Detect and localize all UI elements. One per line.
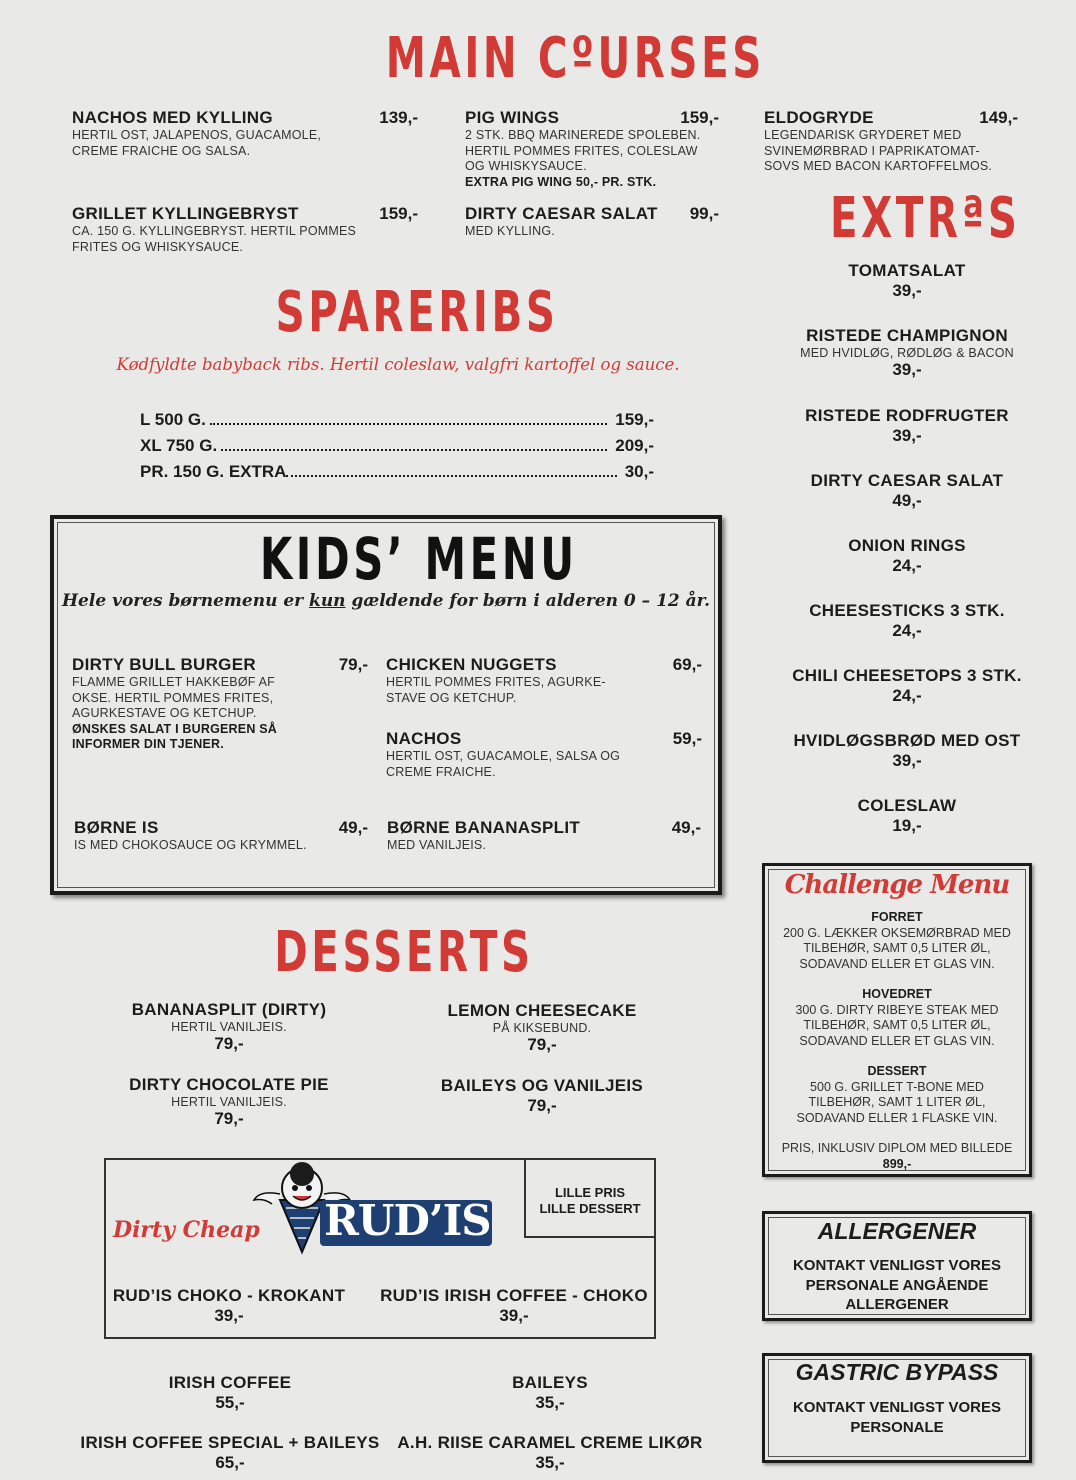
leader-dots bbox=[210, 423, 607, 425]
item-price: 59,- bbox=[672, 729, 702, 748]
menu-item-eldogryde bbox=[764, 108, 1018, 175]
rudis-small-line: LILLE DESSERT bbox=[539, 1201, 641, 1216]
spareribs-price-list bbox=[140, 410, 654, 482]
extras-name: ONION RINGS bbox=[848, 536, 966, 555]
rudis-logo bbox=[250, 1160, 495, 1256]
challenge-menu-title: Challenge Menu bbox=[784, 870, 1010, 900]
ribs-price: 209,- bbox=[615, 436, 654, 455]
extras-name: RISTEDE RODFRUGTER bbox=[805, 406, 1009, 425]
dessert-name: BAILEYS OG VANILJEIS bbox=[440, 1076, 644, 1095]
item-name: CHICKEN NUGGETS bbox=[386, 655, 557, 674]
ribs-price: 159,- bbox=[615, 410, 654, 429]
item-price: 99,- bbox=[689, 204, 719, 223]
dessert-bananasplit bbox=[100, 1000, 358, 1054]
challenge-line: TILBEHØR, SAMT 0,5 LITER ØL, bbox=[803, 941, 991, 955]
drink-baileys bbox=[430, 1373, 670, 1413]
item-name: DIRTY BULL BURGER bbox=[72, 655, 256, 674]
item-name: GRILLET KYLLINGEBRYST bbox=[72, 204, 299, 223]
extras-price: 39,- bbox=[892, 281, 922, 300]
extras-price: 39,- bbox=[892, 751, 922, 770]
leader-dots bbox=[221, 449, 607, 451]
rudis-item-price: 39,- bbox=[214, 1306, 244, 1325]
kids-menu-subtitle bbox=[60, 591, 712, 611]
challenge-line: SODAVAND ELLER ET GLAS VIN. bbox=[799, 956, 995, 971]
extras-price: 24,- bbox=[892, 686, 922, 705]
dessert-price: 79,- bbox=[214, 1034, 244, 1053]
item-desc: MED VANILJEIS. bbox=[387, 838, 487, 852]
extras-name: CHEESESTICKS 3 STK. bbox=[809, 601, 1005, 620]
challenge-line: SODAVAND ELLER ET GLAS VIN. bbox=[799, 1033, 995, 1048]
ribs-price: 30,- bbox=[624, 462, 654, 481]
dessert-name: LEMON CHEESECAKE bbox=[447, 1001, 637, 1020]
drink-name: A.H. RIISE CARAMEL CREME LIKØR bbox=[397, 1433, 703, 1452]
drink-name: BAILEYS bbox=[512, 1373, 588, 1392]
extras-name: CHILI CHEESETOPS 3 STK. bbox=[792, 666, 1022, 685]
extras-name: HVIDLØGSBRØD MED OST bbox=[793, 731, 1021, 750]
gastric-bypass-title: GASTRIC BYPASS bbox=[795, 1359, 999, 1385]
extras-item bbox=[766, 471, 1048, 511]
dessert-price: 79,- bbox=[527, 1035, 557, 1054]
gastric-line: PERSONALE bbox=[850, 1418, 944, 1436]
kids-item-borne-bananasplit bbox=[387, 818, 701, 854]
rudis-small-box bbox=[524, 1158, 656, 1238]
challenge-line: 500 G. GRILLET T-BONE MED bbox=[810, 1079, 984, 1094]
item-name: BØRNE BANANASPLIT bbox=[387, 818, 581, 837]
item-desc: LEGENDARISK GRYDERET MED SVINEMØRBRAD I PAPRIKATOMAT-SOVS MED BACON KARTOFFELMOS. bbox=[764, 128, 993, 173]
item-desc: HERTIL OST, JALAPENOS, GUACAMOLE, CREME FRAICHE OG SALSA. bbox=[72, 128, 322, 158]
drink-price: 35,- bbox=[535, 1393, 565, 1412]
gastric-line: KONTAKT VENLIGST VORES bbox=[792, 1399, 1002, 1416]
gastric-bypass-body bbox=[768, 1398, 1026, 1437]
extras-item bbox=[766, 261, 1048, 301]
menu-item-pig-wings bbox=[465, 108, 719, 190]
ribs-label: L 500 G. bbox=[140, 410, 206, 429]
rudis-logo-text: RUD’IS bbox=[324, 1196, 491, 1245]
kids-item-dirty-bull-burger bbox=[72, 655, 368, 753]
menu-item-grillet-kyllingebryst bbox=[72, 204, 418, 255]
challenge-line: TILBEHØR, SAMT 1 LITER ØL, bbox=[808, 1095, 986, 1109]
main-courses-heading: MAIN CºURSES bbox=[385, 26, 765, 91]
challenge-section bbox=[768, 1064, 1026, 1126]
challenge-price: 899,- bbox=[882, 1156, 912, 1171]
kids-item-borne-is bbox=[74, 818, 368, 854]
kids-subtitle-underline: kun bbox=[309, 591, 346, 611]
challenge-footer: PRIS, INKLUSIV DIPLOM MED BILLEDE bbox=[781, 1141, 1013, 1155]
ribs-label: PR. 150 G. EXTRA bbox=[140, 462, 287, 481]
item-desc: HERTIL OST, GUACAMOLE, SALSA OG CREME FRAICHE. bbox=[386, 749, 621, 779]
extras-item bbox=[766, 326, 1048, 380]
kids-subtitle-pre: Hele vores børnemenu er bbox=[62, 591, 310, 611]
item-note: ØNSKES SALAT I BURGEREN SÅ INFORMER DIN TJENER. bbox=[72, 721, 277, 751]
extras-heading: EXTRªS bbox=[829, 186, 1021, 251]
rudis-item-name: RUD’IS CHOKO - KROKANT bbox=[112, 1286, 346, 1305]
item-desc: CA. 150 G. KYLLINGEBRYST. HERTIL POMMES FRITES OG WHISKYSAUCE. bbox=[72, 224, 357, 254]
extras-desc: MED HVIDLØG, RØDLØG & BACON bbox=[800, 346, 1014, 360]
dessert-price: 79,- bbox=[214, 1109, 244, 1128]
challenge-section bbox=[768, 910, 1026, 972]
extras-item bbox=[766, 731, 1048, 771]
ribs-row bbox=[140, 410, 654, 430]
drink-irish-coffee bbox=[110, 1373, 350, 1413]
allergens-line: PERSONALE ANGÅENDE bbox=[805, 1276, 989, 1294]
challenge-line: 200 G. LÆKKER OKSEMØRBRAD MED bbox=[783, 925, 1011, 940]
rudis-tagline: Dirty Cheap bbox=[113, 1217, 260, 1243]
extras-item bbox=[766, 406, 1048, 446]
item-desc: 2 STK. BBQ MARINEREDE SPOLEBEN. HERTIL POMMES FRITES, COLESLAW OG WHISKYSAUCE. bbox=[465, 128, 701, 173]
item-price: 49,- bbox=[338, 818, 368, 837]
challenge-line: SODAVAND ELLER 1 FLASKE VIN. bbox=[796, 1110, 998, 1125]
item-price: 49,- bbox=[671, 818, 701, 837]
extras-item bbox=[766, 666, 1048, 706]
rudis-item-name: RUD’IS IRISH COFFEE - CHOKO bbox=[380, 1286, 648, 1305]
extras-name: TOMATSALAT bbox=[848, 261, 966, 280]
ribs-label: XL 750 G. bbox=[140, 436, 218, 455]
challenge-section-head: FORRET bbox=[871, 910, 923, 924]
extras-price: 39,- bbox=[892, 426, 922, 445]
item-name: NACHOS bbox=[386, 729, 462, 748]
item-price: 159,- bbox=[680, 108, 719, 127]
extras-name: COLESLAW bbox=[857, 796, 957, 815]
desserts-heading: DESSERTS bbox=[274, 920, 534, 985]
ribs-row bbox=[140, 462, 654, 482]
drink-name: IRISH COFFEE SPECIAL + BAILEYS bbox=[80, 1433, 380, 1452]
dessert-lemon-cheesecake bbox=[412, 1001, 672, 1055]
item-price: 149,- bbox=[979, 108, 1018, 127]
drink-price: 55,- bbox=[215, 1393, 245, 1412]
allergens-body bbox=[768, 1256, 1026, 1315]
dessert-desc: HERTIL VANILJEIS. bbox=[171, 1020, 287, 1034]
kids-subtitle-post: gældende for børn i alderen 0 – 12 år. bbox=[345, 591, 710, 611]
dessert-baileys-vaniljeis bbox=[412, 1076, 672, 1116]
challenge-menu-body bbox=[768, 910, 1026, 1172]
challenge-section-head: DESSERT bbox=[867, 1064, 927, 1078]
menu-item-nachos-kylling bbox=[72, 108, 418, 159]
dessert-price: 79,- bbox=[527, 1096, 557, 1115]
item-name: DIRTY CAESAR SALAT bbox=[465, 204, 658, 223]
extras-item bbox=[766, 601, 1048, 641]
challenge-section-head: HOVEDRET bbox=[862, 987, 932, 1001]
kids-menu-heading: KIDS’ MENU bbox=[259, 525, 578, 593]
spareribs-heading: SPARERIBS bbox=[275, 280, 559, 345]
challenge-line: 300 G. DIRTY RIBEYE STEAK MED bbox=[795, 1002, 999, 1017]
drink-riise-caramel bbox=[392, 1433, 708, 1473]
extras-price: 39,- bbox=[892, 360, 922, 379]
extras-price: 24,- bbox=[892, 556, 922, 575]
item-desc: HERTIL POMMES FRITES, AGURKE-STAVE OG KETCHUP. bbox=[386, 675, 606, 705]
allergens-line: KONTAKT VENLIGST VORES bbox=[792, 1257, 1002, 1274]
rudis-item-price: 39,- bbox=[499, 1306, 529, 1325]
dessert-chocolate-pie bbox=[100, 1075, 358, 1129]
rudis-item-irish-coffee-choko bbox=[372, 1286, 656, 1326]
rudis-item-choko-krokant bbox=[108, 1286, 350, 1326]
item-name: PIG WINGS bbox=[465, 108, 560, 127]
rudis-small-line: LILLE PRIS bbox=[554, 1185, 626, 1200]
extras-price: 49,- bbox=[892, 491, 922, 510]
kids-item-chicken-nuggets bbox=[386, 655, 702, 706]
drink-irish-coffee-special bbox=[70, 1433, 390, 1473]
item-name: NACHOS MED KYLLING bbox=[72, 108, 273, 127]
item-price: 69,- bbox=[672, 655, 702, 674]
item-price: 159,- bbox=[379, 204, 418, 223]
leader-dots bbox=[286, 475, 616, 477]
item-desc: FLAMME GRILLET HAKKEBØF AF OKSE. HERTIL POMMES FRITES, AGURKESTAVE OG KETCHUP. bbox=[72, 675, 275, 720]
ribs-row bbox=[140, 436, 654, 456]
item-note: EXTRA PIG WING 50,- PR. STK. bbox=[465, 174, 657, 189]
dessert-desc: HERTIL VANILJEIS. bbox=[171, 1095, 287, 1109]
item-price: 79,- bbox=[338, 655, 368, 674]
drink-name: IRISH COFFEE bbox=[168, 1373, 292, 1392]
challenge-section bbox=[768, 987, 1026, 1049]
dessert-desc: PÅ KIKSEBUND. bbox=[492, 1021, 592, 1035]
challenge-line: TILBEHØR, SAMT 0,5 LITER ØL, bbox=[803, 1018, 991, 1032]
extras-name: RISTEDE CHAMPIGNON bbox=[806, 326, 1008, 345]
allergens-line: ALLERGENER bbox=[845, 1296, 949, 1313]
spareribs-subtitle: Kødfyldte babyback ribs. Hertil coleslaw, valgfri kartoffel og sauce. bbox=[116, 355, 680, 374]
item-desc: MED KYLLING. bbox=[465, 224, 555, 238]
item-name: BØRNE IS bbox=[74, 818, 159, 837]
extras-item bbox=[766, 536, 1048, 576]
dessert-name: BANANASPLIT (DIRTY) bbox=[131, 1000, 327, 1019]
item-name: ELDOGRYDE bbox=[764, 108, 874, 127]
menu-item-dirty-caesar bbox=[465, 204, 719, 240]
extras-name: DIRTY CAESAR SALAT bbox=[810, 471, 1004, 490]
drink-price: 35,- bbox=[535, 1453, 565, 1472]
drink-price: 65,- bbox=[215, 1453, 245, 1472]
allergens-title: ALLERGENER bbox=[817, 1218, 977, 1244]
dessert-name: DIRTY CHOCOLATE PIE bbox=[129, 1075, 329, 1094]
extras-price: 19,- bbox=[892, 816, 922, 835]
kids-item-nachos bbox=[386, 729, 702, 780]
item-desc: IS MED CHOKOSAUCE OG KRYMMEL. bbox=[74, 838, 307, 852]
extras-item bbox=[766, 796, 1048, 836]
item-price: 139,- bbox=[379, 108, 418, 127]
extras-price: 24,- bbox=[892, 621, 922, 640]
